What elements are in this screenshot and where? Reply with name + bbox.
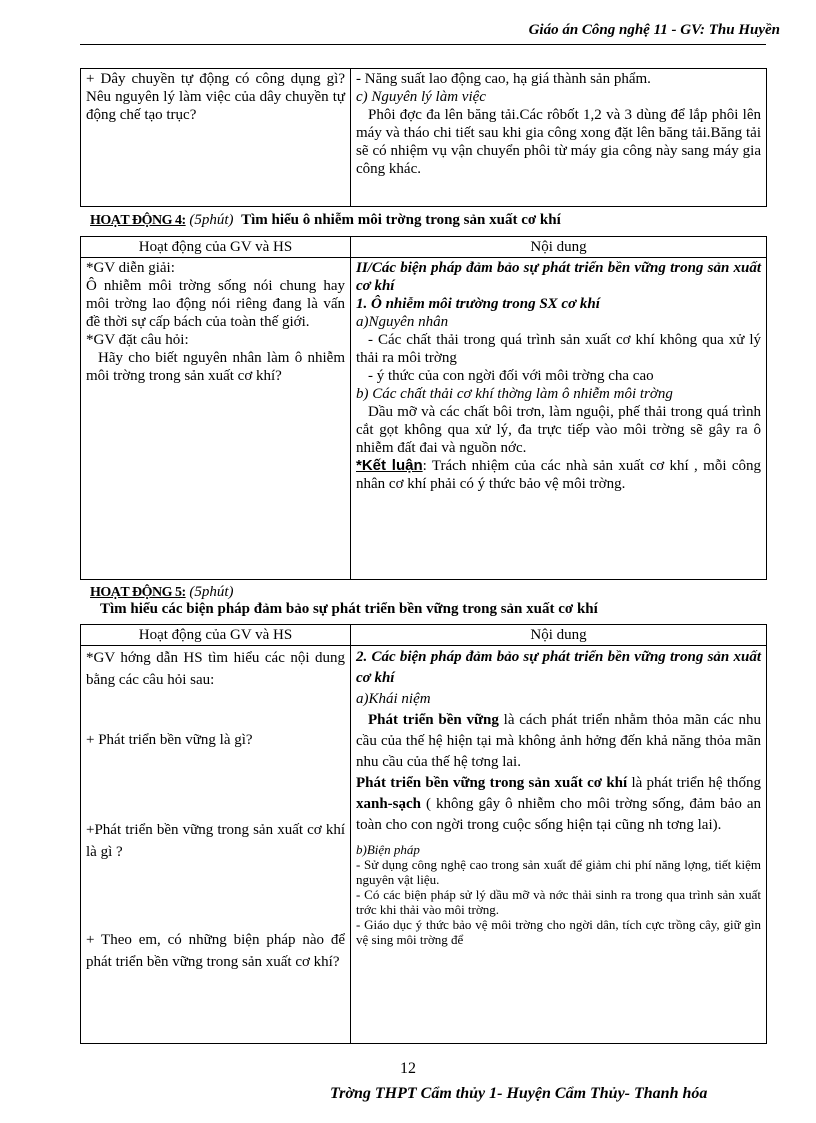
activity4-time: (5phút)	[189, 212, 234, 228]
item-heading: a)Nguyên nhân	[356, 314, 449, 330]
activity5-time: (5phút)	[189, 584, 234, 600]
definition-text: là cách phát triển nhằm thỏa mãn các nhu cầu của thế hệ hiện tại mà không ảnh hởng đến khả năng thỏa mãn nhu cầu của thế hệ tơng lai.	[356, 712, 762, 770]
item-heading: b)Biện pháp	[356, 842, 420, 857]
gv-activity-cell	[81, 646, 351, 1044]
content-cell	[351, 646, 767, 1044]
term: Phát triển bền vững	[368, 712, 499, 728]
content-paragraph: Phôi đợc đa lên băng tải.Các rôbốt 1,2 và 3 dùng để lắp phôi lên máy và tháo chi tiết sau khi gia công xong đặt lên băng tải.Băng tải sẽ có nhiệm vụ vận chuyển phôi từ máy gia công này sang máy gia công khác.	[356, 107, 761, 177]
column-header-right: Nội dung	[351, 237, 767, 258]
content-paragraph: Dầu mỡ và các chất bôi trơn, làm nguội, phế thải trong quá trình cắt gọt không qua xử lý, đa trực tiếp vào môi trờng sẽ gây ra ô nhiễm đất đai và nguồn nớc.	[356, 404, 761, 456]
content-line: - ý thức của con ngời đối với môi trờng cha cao	[368, 368, 654, 384]
definition-text: là phát triển hệ thống	[627, 775, 761, 791]
conclusion-label: *Kết luận	[356, 457, 423, 474]
content-paragraph	[356, 773, 761, 836]
content-line: - Năng suất lao động cao, hạ giá thành sản phẩm.	[356, 71, 651, 87]
activity5-title: Tìm hiểu các biện pháp đảm bảo sự phát triển bền vững trong sản xuất cơ khí	[100, 601, 598, 617]
gv-line: Ô nhiễm môi trờng sống nói chung hay môi trờng lao động nói riêng đang là vấn đề thời sự cấp bách của toàn thế giới.	[86, 278, 345, 330]
gv-question: + Theo em, có những biện pháp nào để phát triển bền vững trong sản xuất cơ khí?	[86, 932, 345, 970]
page-footer: Trờng THPT Cẩm thủy 1- Huyện Cẩm Thủy- Thanh hóa	[330, 1085, 708, 1102]
term: Phát triển bền vững trong sản xuất cơ khí	[356, 775, 628, 791]
section-heading: 2. Các biện pháp đảm bảo sự phát triển bền vững trong sản xuất cơ khí	[356, 649, 761, 686]
activity5-heading	[90, 584, 234, 601]
measure-item: - Có các biện pháp sử lý dầu mỡ và nớc thải sinh ra trong qua trình sản xuất trớc khi thải vào môi trờng.	[356, 887, 761, 917]
item-heading: b) Các chất thải cơ khí thờng làm ô nhiễm môi trờng	[356, 386, 673, 402]
column-header-left: Hoạt động của GV và HS	[81, 237, 351, 258]
section-heading: c) Nguyên lý làm việc	[356, 89, 486, 105]
table-header-row	[81, 625, 767, 646]
content-cell	[351, 69, 767, 207]
measure-item: - Giáo dục ý thức bảo vệ môi trờng cho ngời dân, tích cực trồng cây, giữ gìn vệ sing môi trờng để	[356, 917, 761, 947]
page-number: 12	[400, 1060, 416, 1077]
page-header-title: Giáo án Công nghệ 11 - GV: Thu Huyền	[528, 22, 780, 38]
activity4-heading	[90, 212, 561, 229]
table-row	[81, 646, 767, 1044]
section-heading: II/Các biện pháp đảm bảo sự phát triển bền vững trong sản xuất cơ khí	[356, 260, 761, 294]
gv-question: + Phát triển bền vững là gì?	[86, 732, 253, 748]
table-activity5	[80, 624, 767, 1044]
column-header-left: Hoạt động của GV và HS	[81, 625, 351, 646]
activity4-tag: HOẠT ĐỘNG 4:	[90, 213, 186, 228]
subsection-heading: 1. Ô nhiễm môi trường trong SX cơ khí	[356, 296, 600, 312]
content-line: - Các chất thải trong quá trình sản xuất cơ khí không qua xử lý thải ra môi trờng	[356, 332, 761, 366]
content-cell	[351, 258, 767, 580]
header-rule	[80, 44, 766, 45]
conclusion-text: : Trách nhiệm của các nhà sản xuất cơ khí , mỗi công nhân cơ khí phải có ý thức bảo vệ môi trờng.	[356, 458, 761, 492]
conclusion	[356, 457, 761, 493]
table-row	[81, 69, 767, 207]
table-activity4	[80, 236, 767, 580]
gv-line: *GV hớng dẫn HS tìm hiểu các nội dung bằng các câu hỏi sau:	[86, 650, 345, 688]
gv-question: Hãy cho biết nguyên nhân làm ô nhiễm môi trờng trong sản xuất cơ khí?	[86, 350, 345, 384]
item-heading: a)Khái niệm	[356, 691, 431, 707]
term: xanh-sạch	[356, 796, 422, 812]
table-header-row	[81, 237, 767, 258]
activity4-title: Tìm hiểu ô nhiễm môi trờng trong sản xuất cơ khí	[241, 212, 561, 228]
gv-line: *GV đặt câu hỏi:	[86, 332, 189, 348]
table-continuation	[80, 68, 767, 207]
gv-line: *GV diễn giải:	[86, 260, 175, 276]
gv-activity-cell	[81, 69, 351, 207]
question-text: + Dây chuyền tự động có công dụng gì? Nêu nguyên lý làm việc của dây chuyền tự động chế tạo trục?	[86, 71, 345, 123]
content-paragraph	[356, 710, 761, 773]
table-row	[81, 258, 767, 580]
activity5-tag: HOẠT ĐỘNG 5:	[90, 585, 186, 600]
column-header-right: Nội dung	[351, 625, 767, 646]
gv-activity-cell	[81, 258, 351, 580]
gv-question: +Phát triển bền vững trong sản xuất cơ khí là gì ?	[86, 822, 345, 860]
measure-item: - Sử dụng công nghệ cao trong sản xuất để giảm chi phí năng lợng, tiết kiệm nguyên vật liệu.	[356, 857, 761, 887]
definition-text: ( không gây ô nhiễm cho môi trờng sống, đảm bảo an toàn cho con ngời trong cuộc sống hiện tại cũng nh tơng lai).	[356, 796, 761, 833]
